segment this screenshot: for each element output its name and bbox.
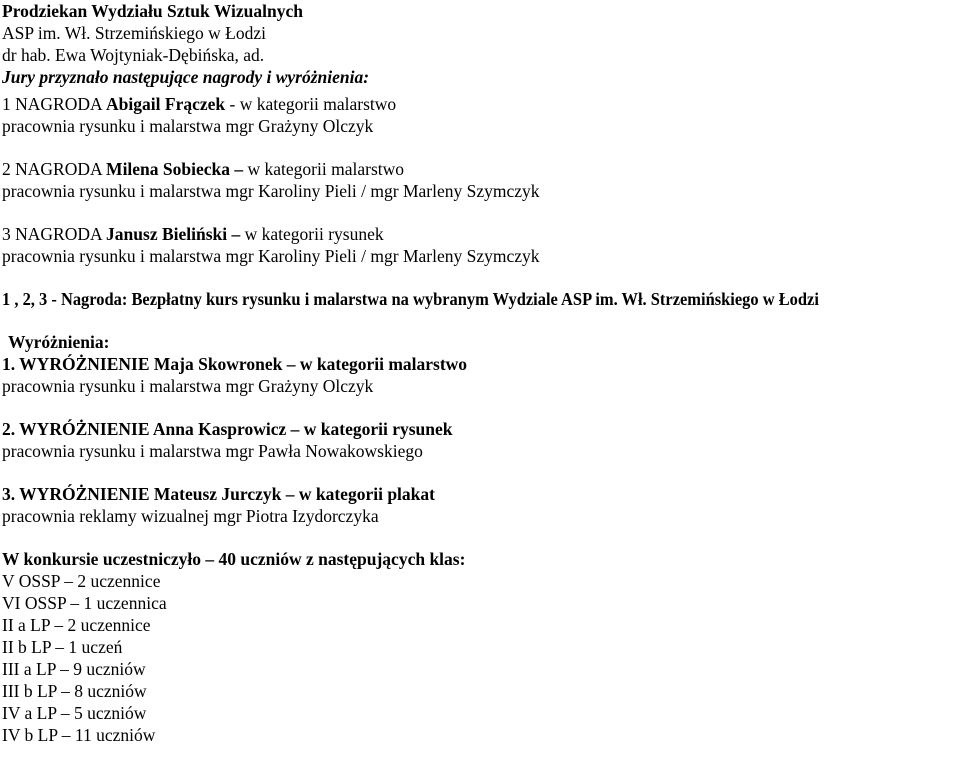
prize-2-place: 2 NAGRODA: [2, 159, 102, 179]
prize-2-studio: pracownia rysunku i malarstwa mgr Karoliny Pieli / mgr Marleny Szymczyk: [2, 181, 540, 201]
prize-note: [2, 288, 958, 310]
prize-1-separator: -: [225, 94, 240, 114]
class-item: II a LP – 2 uczennice: [2, 615, 151, 635]
prize-2-name: Milena Sobiecka: [106, 159, 231, 179]
distinction-2-title: 2. WYRÓŻNIENIE Anna Kasprowicz – w kategorii rysunek: [2, 419, 453, 439]
prize-note-text: 1 , 2, 3 - Nagroda: Bezpłatny kurs rysunku i malarstwa na wybranym Wydziale ASP im. Wł. Strzemińskiego w Łodzi: [2, 289, 819, 309]
distinction-2-studio: pracownia rysunku i malarstwa mgr Pawła Nowakowskiego: [2, 441, 423, 461]
distinction-3-title: 3. WYRÓŻNIENIE Mateusz Jurczyk – w kategorii plakat: [2, 484, 435, 504]
prize-3-place: 3 NAGRODA: [2, 224, 102, 244]
class-item: II b LP – 1 uczeń: [2, 637, 123, 657]
prize-2-title: [2, 158, 958, 180]
distinction-3-studio: pracownia reklamy wizualnej mgr Piotra Izydorczyka: [2, 506, 379, 526]
class-item: III a LP – 9 uczniów: [2, 659, 146, 679]
prize-3-separator: –: [227, 224, 245, 244]
distinction-1-title: 1. WYRÓŻNIENIE Maja Skowronek – w kategorii malarstwo: [2, 354, 468, 374]
header-line-3: dr hab. Ewa Wojtyniak-Dębińska, ad.: [2, 45, 265, 65]
prize-3-category: w kategorii rysunek: [244, 224, 384, 244]
distinction-1-studio: pracownia rysunku i malarstwa mgr Grażyny Olczyk: [2, 376, 374, 396]
class-item: VI OSSP – 1 uczennica: [2, 593, 167, 613]
jury-heading: Jury przyznało następujące nagrody i wyróżnienia:: [2, 67, 370, 87]
participants-heading: W konkursie uczestniczyło – 40 uczniów z następujących klas:: [2, 549, 466, 569]
class-item: III b LP – 8 uczniów: [2, 681, 147, 701]
prize-3-name: Janusz Bieliński: [106, 224, 228, 244]
class-item: IV b LP – 11 uczniów: [2, 725, 156, 745]
prize-3-title: [2, 223, 958, 245]
header-line-2: ASP im. Wł. Strzemińskiego w Łodzi: [2, 23, 266, 43]
prize-2-separator: –: [230, 159, 248, 179]
prize-1-title: [2, 93, 958, 115]
document-page: [2, 0, 958, 746]
prize-3-studio: pracownia rysunku i malarstwa mgr Karoliny Pieli / mgr Marleny Szymczyk: [2, 246, 540, 266]
prize-1-studio: pracownia rysunku i malarstwa mgr Grażyny Olczyk: [2, 116, 374, 136]
prize-1-place: 1 NAGRODA: [2, 94, 102, 114]
prize-1-name: Abigail Frączek: [106, 94, 226, 114]
prize-1-category: w kategorii malarstwo: [239, 94, 397, 114]
class-item: V OSSP – 2 uczennice: [2, 571, 161, 591]
header-line-1: Prodziekan Wydziału Sztuk Wizualnych: [2, 1, 303, 21]
prize-2-category: w kategorii malarstwo: [247, 159, 404, 179]
distinctions-heading: Wyróżnienia:: [8, 332, 110, 352]
class-item: IV a LP – 5 uczniów: [2, 703, 147, 723]
